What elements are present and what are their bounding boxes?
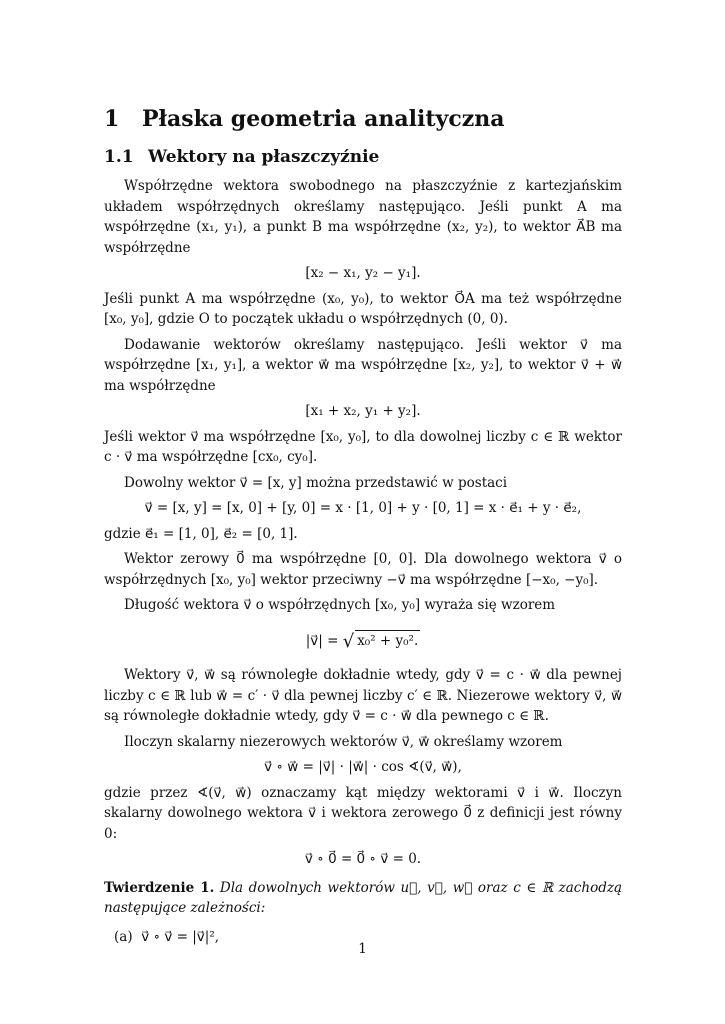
paragraph: Długość wektora v⃗ o współrzędnych [x₀, y₀] wyraża się wzorem [124, 597, 556, 613]
body-text [104, 176, 622, 947]
subsection-heading [104, 147, 379, 167]
display-formula-length [104, 630, 622, 652]
theorem-label: Twierdzenie 1. [104, 879, 215, 896]
item-formula: v⃗ ∘ v⃗ = |v⃗|², [141, 928, 220, 945]
paragraph: Iloczyn skalarny niezerowych wektorów v⃗, w⃗ określamy wzorem [124, 733, 563, 750]
display-formula: v⃗ ∘ w⃗ = |v⃗| · |w⃗| · cos ∢(v⃗, w⃗), [264, 759, 462, 775]
display-formula: v⃗ = [x, y] = [x, 0] + [y, 0] = x · [1, 0] + y · [0, 1] = x · e⃗₁ + y · e⃗₂, [144, 500, 582, 516]
paragraph: Dodawanie wektorów określamy następująco. Jeśli wektor v⃗ ma współrzędne [x₁, y₁], a wektor w⃗ ma współrzędne [x₂, y₂], to wektor v⃗ + w⃗ ma współrzędne [104, 336, 622, 394]
theorem-text: Dla dowolnych wektorów u⃗, v⃗, w⃗ oraz c ∈ ℝ zachodzą następujące zależności: [104, 879, 622, 916]
paragraph: Wektor zerowy 0⃗ ma współrzędne [0, 0]. Dla dowolnego wektora v⃗ o współrzędnych [x₀, y₀] wektor przeciwny −v⃗ ma współrzędne [−x₀, −y₀]. [104, 551, 622, 588]
section-number: 1 [104, 106, 120, 132]
sqrt-icon: √ [342, 630, 355, 652]
subsection-title: Wektory na płaszczyźnie [148, 147, 380, 167]
paragraph: Dowolny wektor v⃗ = [x, y] można przedstawić w postaci [124, 474, 508, 491]
formula-radicand: x₀² + y₀². [355, 630, 420, 652]
section-heading [104, 106, 504, 132]
subsection-number: 1.1 [104, 147, 134, 167]
paragraph: Wektory v⃗, w⃗ są równoległe dokładnie wtedy, gdy v⃗ = c · w⃗ dla pewnej liczby c ∈ ℝ lub w⃗ = c′ · v⃗ dla pewnej liczby c′ ∈ ℝ. Niezerowe wektory v⃗, w⃗ są równoległe dokładnie wtedy, gdy v⃗ = c · w⃗ dla pewnego c ∈ ℝ. [104, 667, 622, 724]
paragraph: gdzie przez ∢(v⃗, w⃗) oznaczamy kąt między wektorami v⃗ i w⃗. Iloczyn skalarny dowolnego wektora v⃗ i wektora zerowego 0⃗ z definicji jest równy 0: [104, 784, 622, 842]
page-number: 1 [358, 941, 367, 957]
formula-lhs: |v⃗| = [305, 632, 343, 649]
paragraph: Współrzędne wektora swobodnego na płaszczyźnie z kartezjańskim układem współrzędnych określamy następująco. Jeśli punkt A ma współrzędne (x₁, y₁), a punkt B ma współrzędne (x₂, y₂), to wektor A⃗B ma współrzędne [104, 178, 622, 256]
display-formula: [x₁ + x₂, y₁ + y₂]. [305, 403, 421, 419]
display-formula: [x₂ − x₁, y₂ − y₁]. [305, 265, 421, 281]
paragraph: Jeśli punkt A ma współrzędne (x₀, y₀), to wektor O⃗A ma też współrzędne [x₀, y₀], gdzie O to początek układu o współrzędnych (0, 0). [104, 290, 622, 327]
paragraph: gdzie e⃗₁ = [1, 0], e⃗₂ = [0, 1]. [104, 525, 298, 542]
item-marker: (a) [114, 928, 133, 945]
theorem [104, 878, 622, 919]
display-formula: v⃗ ∘ 0⃗ = 0⃗ ∘ v⃗ = 0. [304, 851, 422, 867]
paragraph: Jeśli wektor v⃗ ma współrzędne [x₀, y₀], to dla dowolnej liczby c ∈ ℝ wektor c · v⃗ ma współrzędne [cx₀, cy₀]. [104, 428, 622, 465]
section-title: Płaska geometria analityczna [142, 106, 505, 132]
